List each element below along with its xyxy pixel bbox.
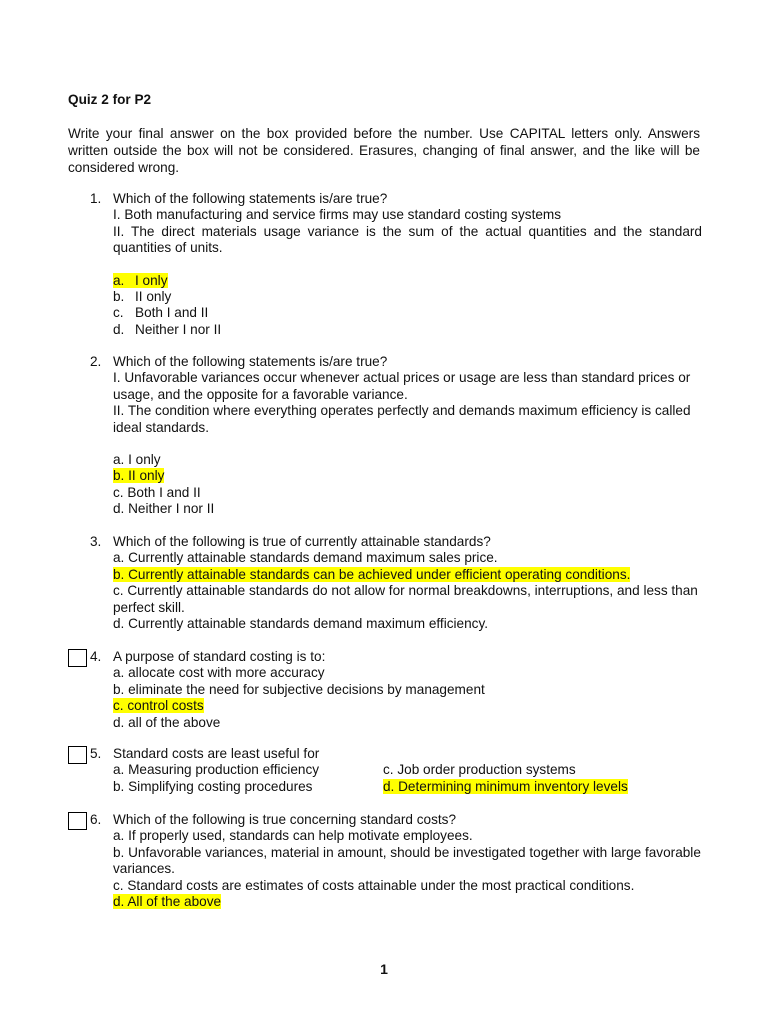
option-d: d. All of the above — [113, 894, 222, 910]
statement-i: I. Both manufacturing and service firms may use standard costing systems — [113, 207, 562, 223]
quiz-title: Quiz 2 for P2 — [68, 92, 152, 107]
option-c: c. Both I and II — [113, 484, 201, 500]
option-a: a. I only — [113, 272, 168, 288]
question-stem: A purpose of standard costing is to: — [113, 649, 326, 664]
question-1 — [68, 191, 702, 338]
statement-ii: II. The direct materials usage variance is the sum of the actual quantities and the standard quantities of units. — [113, 223, 702, 256]
option-c: c. Currently attainable standards do not allow for normal breakdowns, interruptions, and less than perfect skill. — [113, 583, 698, 615]
option-a: a. Currently attainable standards demand maximum sales price. — [113, 550, 498, 566]
option-c: c. Standard costs are estimates of costs attainable under the most practical conditions. — [113, 877, 635, 893]
question-number: 3. — [90, 534, 102, 549]
option-d: d. Currently attainable standards demand maximum efficiency. — [113, 616, 489, 632]
question-5 — [68, 746, 702, 795]
option-c: c. Both I and II — [113, 305, 209, 321]
statement-i: I. Unfavorable variances occur whenever actual prices or usage are less than standard prices or usage, and the opposite for a favorable variance. — [113, 370, 691, 402]
statement-ii: II. The condition where everything operates perfectly and demands maximum efficiency is called ideal standards. — [113, 403, 691, 435]
question-stem: Which of the following statements is/are true? — [113, 354, 388, 369]
option-c: c. Job order production systems — [383, 762, 576, 778]
question-stem: Which of the following statements is/are true? — [113, 191, 388, 206]
option-c: c. control costs — [113, 698, 204, 714]
question-2 — [68, 354, 702, 518]
option-a: a. I only — [113, 452, 161, 468]
option-a: a. If properly used, standards can help motivate employees. — [113, 828, 473, 844]
question-stem: Which of the following is true of currently attainable standards? — [113, 534, 491, 549]
answer-box[interactable] — [68, 812, 87, 830]
answer-box[interactable] — [68, 746, 87, 764]
option-b: b. Unfavorable variances, material in amount, should be investigated together with large favorable variances. — [113, 844, 701, 877]
option-b: b. II only — [113, 289, 172, 305]
question-stem: Standard costs are least useful for — [113, 746, 320, 761]
option-a: a. allocate cost with more accuracy — [113, 665, 325, 681]
question-4 — [68, 649, 702, 731]
option-b: b. eliminate the need for subjective decisions by management — [113, 681, 485, 697]
question-number: 5. — [90, 746, 102, 761]
question-number: 1. — [90, 191, 102, 206]
option-d: d. all of the above — [113, 714, 221, 730]
option-d: d. Neither I nor II — [113, 501, 215, 517]
question-3 — [68, 534, 702, 632]
answer-box[interactable] — [68, 649, 87, 667]
question-stem: Which of the following is true concerning standard costs? — [113, 812, 457, 827]
option-b: b. Simplifying costing procedures — [113, 778, 313, 794]
option-d: d. Determining minimum inventory levels — [383, 778, 628, 794]
question-number: 4. — [90, 649, 102, 664]
option-d: d. Neither I nor II — [113, 321, 222, 337]
page-number: 1 — [380, 961, 388, 977]
instructions: Write your final answer on the box provided before the number. Use CAPITAL letters only. Answers written outside the box will not be considered. Erasures, changing of final answer, and the like will be considered wrong. — [68, 126, 700, 175]
question-number: 2. — [90, 354, 102, 369]
option-b: b. Currently attainable standards can be achieved under efficient operating conditions. — [113, 566, 631, 582]
option-a: a. Measuring production efficiency — [113, 762, 320, 778]
option-b: b. II only — [113, 468, 165, 484]
question-6 — [68, 812, 702, 910]
question-number: 6. — [90, 812, 102, 827]
